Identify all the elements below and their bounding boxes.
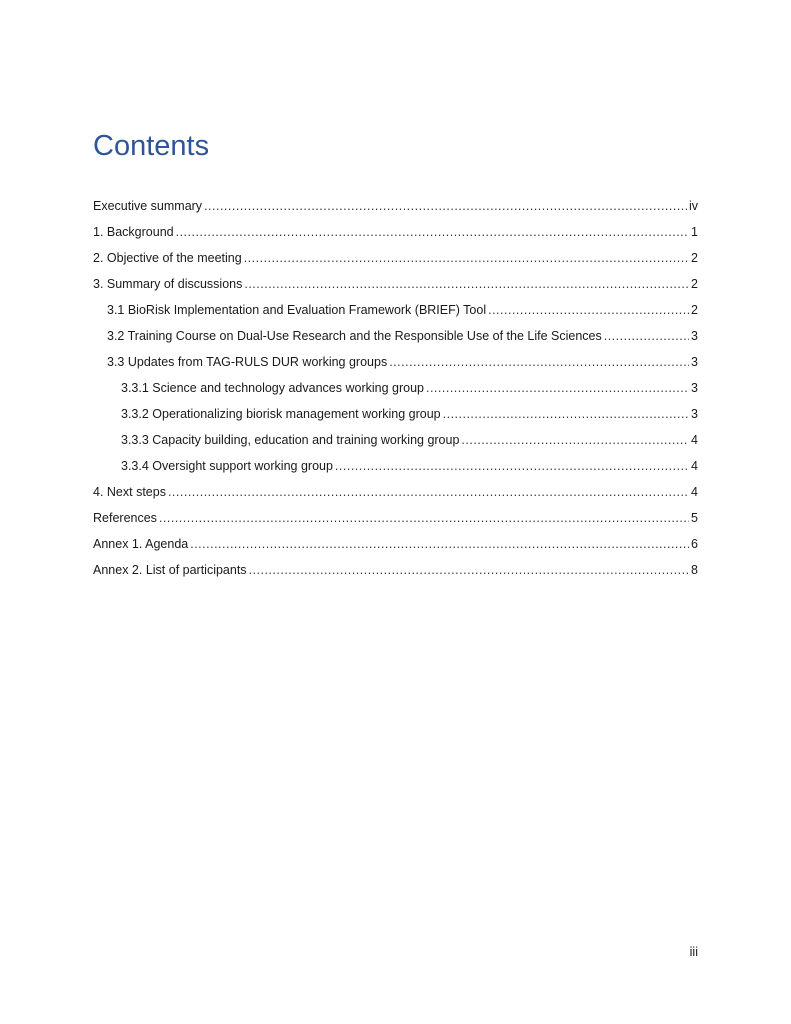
toc-entry[interactable] [93,245,698,271]
toc-entry[interactable] [93,193,698,219]
toc-entry-title: 3.3 Updates from TAG-RULS DUR working groups [107,355,388,369]
toc-entry-page: 8 [691,563,698,577]
toc-entry-title: Annex 2. List of participants [93,563,247,577]
toc-entry[interactable] [93,427,698,453]
toc-entry[interactable] [93,531,698,557]
toc-dot-leader [426,375,689,401]
toc-entry-page: 3 [691,355,698,369]
toc-entry[interactable] [93,349,698,375]
toc-entry-page: 2 [691,277,698,291]
page-title: Contents [93,130,210,162]
toc-entry-title: Executive summary [93,199,203,213]
toc-entry-page: 2 [691,303,698,317]
table-of-contents [93,193,698,583]
toc-entry-title: 3.3.2 Operationalizing biorisk management working group [121,407,441,421]
toc-entry-page: 2 [691,251,698,265]
toc-entry[interactable] [93,479,698,505]
toc-entry-title: 4. Next steps [93,485,166,499]
toc-entry-title: 2. Objective of the meeting [93,251,242,265]
toc-dot-leader [176,219,689,245]
toc-entry-title: References [93,511,157,525]
toc-dot-leader [249,557,689,583]
toc-entry-title: 3.2 Training Course on Dual-Use Research and the Responsible Use of the Life Sciences [107,329,602,343]
toc-entry[interactable] [93,297,698,323]
toc-entry-title: 3.3.1 Science and technology advances working group [121,381,424,395]
toc-dot-leader [461,427,689,453]
toc-entry[interactable] [93,271,698,297]
toc-dot-leader [604,323,689,349]
toc-entry-page: 4 [691,485,698,499]
toc-entry-page: 1 [691,225,698,239]
toc-dot-leader [204,193,687,219]
toc-entry-title: 1. Background [93,225,174,239]
toc-dot-leader [168,479,689,505]
toc-entry[interactable] [93,401,698,427]
toc-dot-leader [244,271,689,297]
toc-entry-page: 3 [691,381,698,395]
toc-entry-page: 3 [691,407,698,421]
toc-entry[interactable] [93,453,698,479]
toc-entry[interactable] [93,375,698,401]
toc-entry-page: 4 [691,433,698,447]
toc-entry[interactable] [93,219,698,245]
toc-dot-leader [244,245,689,271]
toc-dot-leader [335,453,689,479]
page-number: iii [689,945,698,959]
toc-entry[interactable] [93,323,698,349]
toc-entry-page: iv [688,199,698,213]
toc-entry-page: 4 [691,459,698,473]
toc-dot-leader [488,297,689,323]
toc-entry-title: 3.3.3 Capacity building, education and training working group [121,433,460,447]
toc-entry-title: 3.3.4 Oversight support working group [121,459,333,473]
toc-dot-leader [190,531,689,557]
toc-entry-page: 6 [691,537,698,551]
toc-entry-page: 5 [691,511,698,525]
toc-dot-leader [443,401,689,427]
toc-entry-title: Annex 1. Agenda [93,537,189,551]
toc-dot-leader [159,505,689,531]
toc-dot-leader [389,349,689,375]
toc-entry-title: 3. Summary of discussions [93,277,243,291]
toc-entry[interactable] [93,505,698,531]
toc-entry[interactable] [93,557,698,583]
toc-entry-page: 3 [691,329,698,343]
toc-entry-title: 3.1 BioRisk Implementation and Evaluation Framework (BRIEF) Tool [107,303,487,317]
